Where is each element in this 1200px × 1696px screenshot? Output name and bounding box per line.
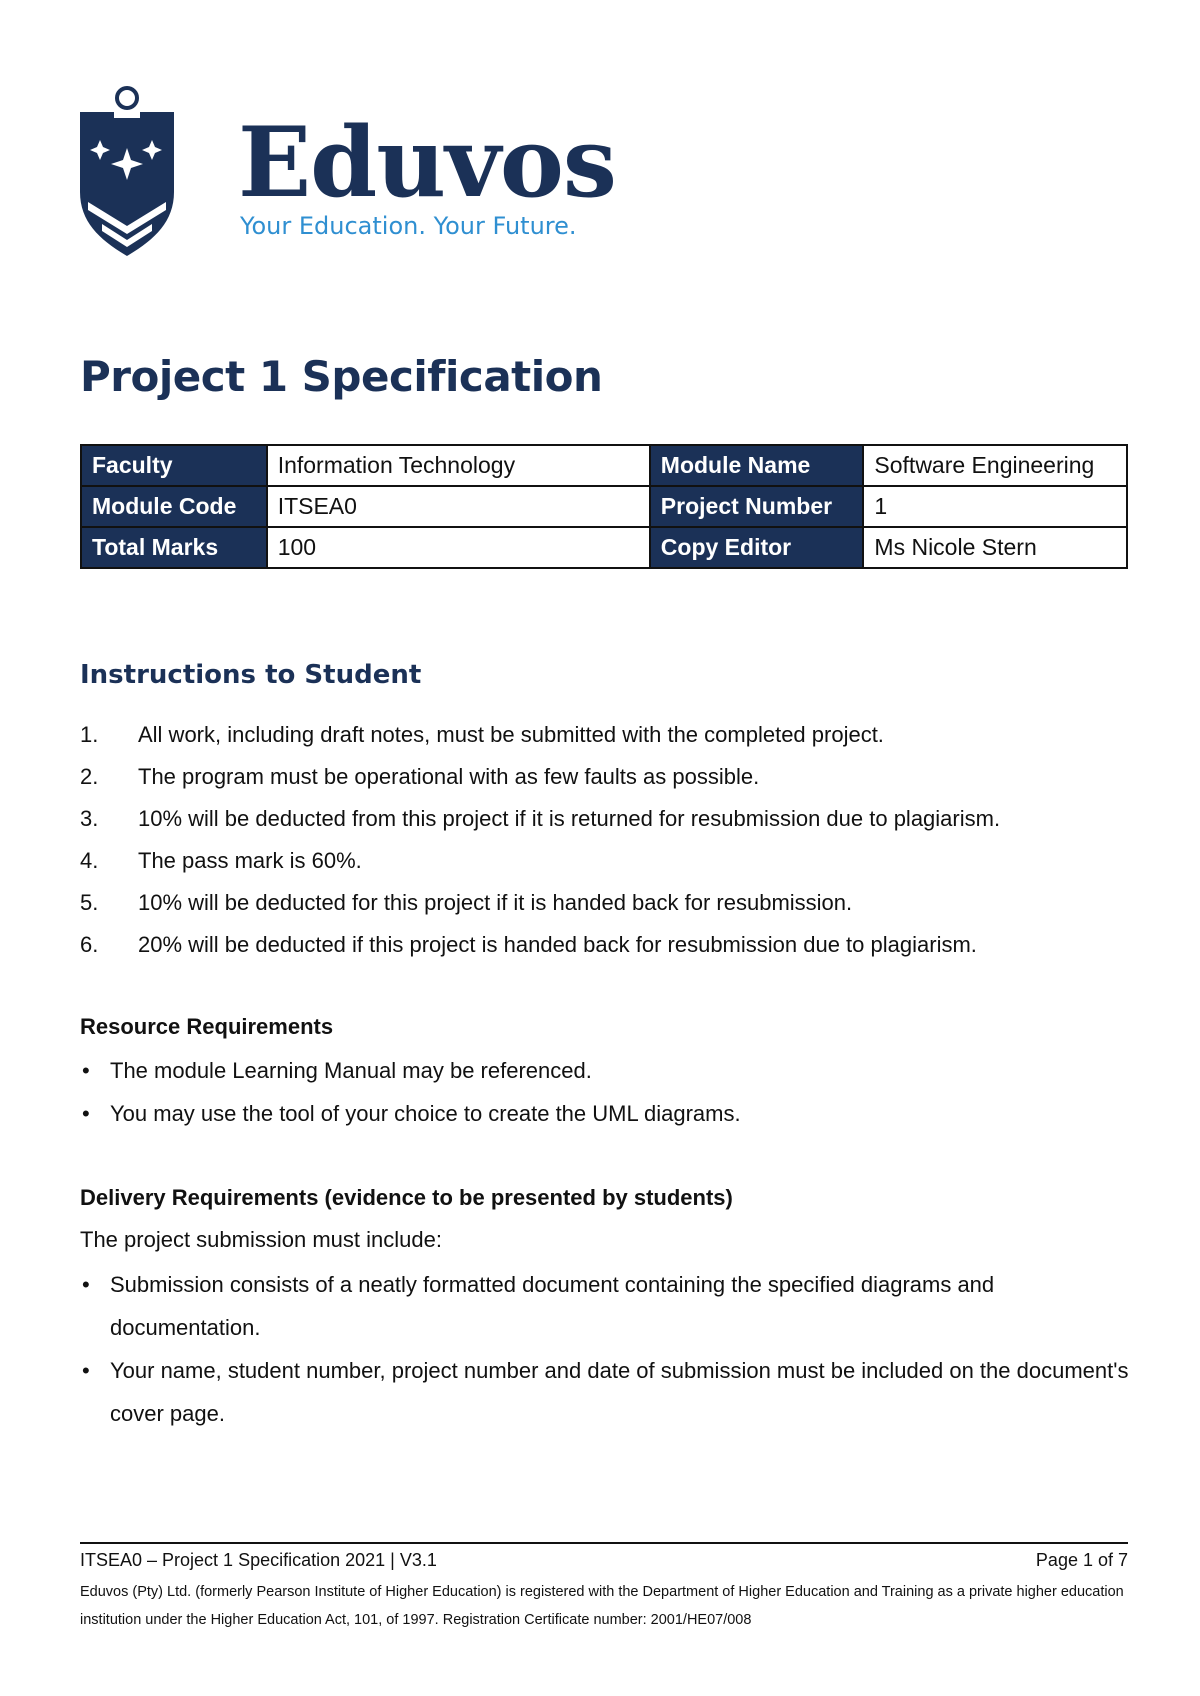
project-number-label: Project Number [650,486,864,527]
list-item [80,1049,1130,1092]
copy-editor-value: Ms Nicole Stern [863,527,1127,568]
item-number: 4. [80,848,99,873]
total-marks-value: 100 [267,527,650,568]
project-info-table [80,444,1128,569]
item-text: Submission consists of a neatly formatted document containing the specified diagrams and documentation. [110,1272,995,1340]
item-number: 6. [80,932,99,957]
faculty-label: Faculty [81,445,267,486]
list-item [80,924,1140,966]
module-code-value: ITSEA0 [267,486,650,527]
eduvos-logo [80,84,620,284]
list-item [80,714,1140,756]
list-item [80,882,1140,924]
item-number: 3. [80,806,99,831]
item-text: The module Learning Manual may be referenced. [110,1058,592,1083]
item-number: 5. [80,890,99,915]
module-name-value: Software Engineering [863,445,1127,486]
brand-name: Eduvos [238,106,616,219]
delivery-intro: The project submission must include: [80,1227,442,1252]
list-item [80,798,1140,840]
module-name-label: Module Name [650,445,864,486]
bullet-icon: • [82,1058,90,1083]
list-item [80,1349,1130,1435]
footer-document-id: ITSEA0 – Project 1 Specification 2021 | V3.1 [80,1550,437,1570]
brand-tagline: Your Education. Your Future. [240,212,577,240]
bullet-icon: • [82,1101,90,1126]
table-row [81,445,1127,486]
list-item [80,840,1140,882]
project-number-value: 1 [863,486,1127,527]
faculty-value: Information Technology [267,445,650,486]
delivery-requirements-heading: Delivery Requirements (evidence to be presented by students) [80,1185,733,1210]
resource-requirements-heading: Resource Requirements [80,1014,334,1039]
list-item [80,1092,1130,1135]
item-text: 10% will be deducted for this project if it is handed back for resubmission. [138,890,853,915]
table-row [81,486,1127,527]
page-title: Project 1 Specification [80,352,603,401]
item-text: 10% will be deducted from this project if it is returned for resubmission due to plagiarism. [138,806,1001,831]
item-text: The program must be operational with as few faults as possible. [138,764,760,789]
instructions-list [80,714,1140,966]
footer-divider [80,1542,1128,1544]
list-item [80,1263,1130,1349]
item-number: 1. [80,722,99,747]
item-text: You may use the tool of your choice to create the UML diagrams. [110,1101,741,1126]
item-number: 2. [80,764,99,789]
footer-page-number: Page 1 of 7 [1035,1550,1128,1570]
bullet-icon: • [82,1358,90,1383]
bullet-icon: • [82,1272,90,1297]
shield-crest-icon [80,84,200,274]
instructions-heading: Instructions to Student [80,660,422,690]
total-marks-label: Total Marks [81,527,267,568]
resource-requirements-list [80,1049,1130,1135]
module-code-label: Module Code [81,486,267,527]
list-item [80,756,1140,798]
item-text: All work, including draft notes, must be submitted with the completed project. [138,722,884,747]
copy-editor-label: Copy Editor [650,527,864,568]
item-text: Your name, student number, project number and date of submission must be included on the document's cover page. [110,1358,1129,1426]
table-row [81,527,1127,568]
delivery-requirements-list [80,1263,1130,1435]
footer-legal-notice: Eduvos (Pty) Ltd. (formerly Pearson Institute of Higher Education) is registered with the Department of Higher Education and Training as a private higher education institution under the Higher Education Act, 101, of 1997. Registration Certificate number: 2001/HE07/008 [80,1584,1124,1628]
item-text: The pass mark is 60%. [138,848,362,873]
item-text: 20% will be deducted if this project is handed back for resubmission due to plagiarism. [138,932,977,957]
